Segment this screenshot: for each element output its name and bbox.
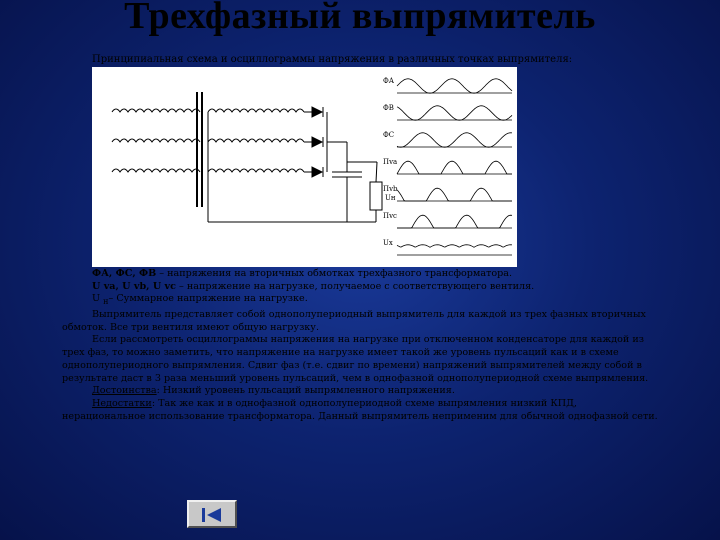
disadvantages-label: Недостатки [92, 397, 152, 409]
slide-body [62, 268, 662, 423]
paragraph-load-voltages [62, 281, 662, 294]
scope-trace [397, 133, 512, 147]
advantages-label: Достоинства [92, 385, 157, 397]
scope-label: Ux [383, 239, 393, 247]
phases-desc: – напряжения на вторичных обмотках трехфазного трансформатора. [156, 268, 513, 279]
scope-label: Пvc [383, 212, 397, 220]
total-voltage-subscript: н [103, 297, 109, 307]
scope-label: ФВ [383, 104, 394, 112]
scope-label: Пvа [383, 158, 398, 166]
disadvantages-text: : Так же как и в однофазной однополупериодной схеме выпрямления низкий КПД, нерациональное использование трансформатора. Данный выпрямитель неприменим для обычной однофазной сети. [62, 397, 658, 422]
scope-label: ФА [383, 77, 395, 85]
scope-label: Пvb [383, 185, 398, 193]
scope-trace [397, 161, 512, 174]
paragraph-phases [62, 268, 662, 281]
scope-trace [397, 215, 512, 228]
paragraph-total-voltage [62, 293, 662, 309]
paragraph-advantages [62, 385, 662, 398]
advantages-text: : Низкий уровень пульсаций выпрямленного напряжения. [156, 385, 455, 397]
load-voltages-desc: – напряжение на нагрузке, получаемое с соответствующего вентиля. [175, 280, 535, 292]
circuit-figure [92, 67, 517, 267]
paragraph-description: Выпрямитель представляет собой однополупериодный выпрямитель для каждой из трех фазных вторичных обмоток. Все три вентиля имеют общую нагрузку. [62, 309, 646, 333]
paragraph-analysis: Если рассмотреть осциллограммы напряжения на нагрузке при отключенном конденсаторе для каждой из трех фаз, то можно заметить, что напряжение на нагрузке имеет такой же уровень пульсаций как и в схеме однополупериодного выпрямления. Сдвиг фаз (т.е. сдвиг по времени) напряжений выпрямителей между собой в результате даст в 3 раза меньший уровень пульсаций, чем в однофазной однополупериодной схеме выпрямления. [62, 334, 649, 384]
paragraph-disadvantages [62, 398, 662, 423]
scope-label: ФС [383, 131, 395, 139]
circuit-diagram [92, 67, 517, 267]
scope-trace [397, 106, 512, 120]
load-label: Uн [385, 194, 396, 202]
total-voltage-desc: – Суммарное напряжение на нагрузке. [108, 293, 308, 305]
slide-title: Трехфазный выпрямитель [124, 0, 596, 37]
figure-caption: Принципиальная схема и осциллограммы напряжения в различных точках выпрямителя: [92, 54, 573, 65]
first-slide-button[interactable] [187, 500, 237, 528]
first-slide-icon [199, 506, 225, 524]
scope-trace [397, 188, 512, 201]
phases-term: ФА, ФС, ФВ [92, 268, 157, 279]
total-voltage-symbol: U [92, 293, 104, 305]
load-voltages-term: U va, U vb, U vc [92, 280, 176, 292]
scope-trace [397, 245, 512, 248]
scope-trace [397, 79, 512, 93]
